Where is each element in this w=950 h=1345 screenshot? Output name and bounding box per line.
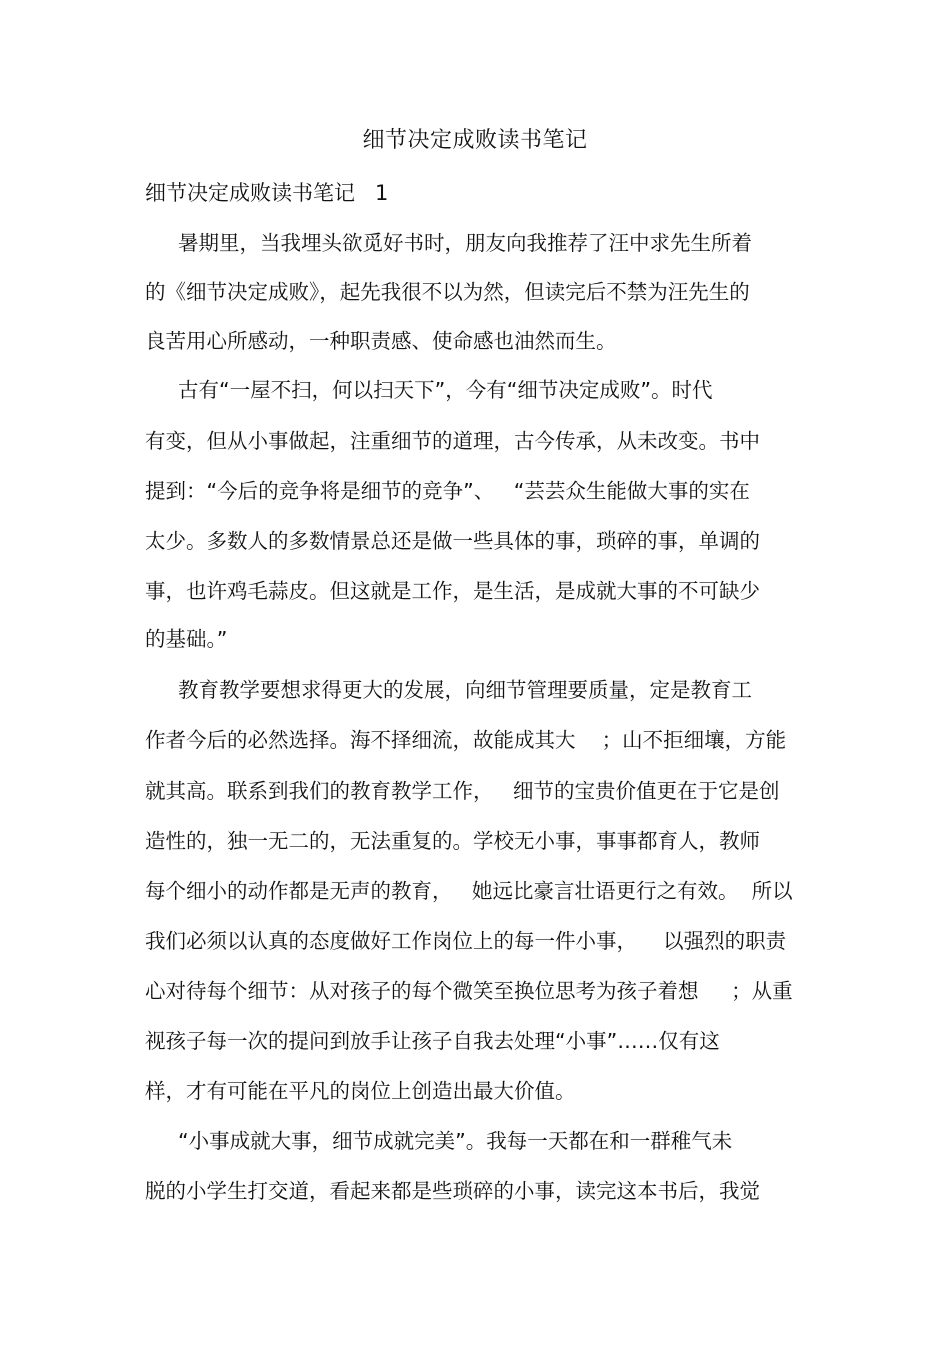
- text-line: 作者今后的必然选择。海不择细流，故能成其大 ；山不拒细壤，方能: [145, 728, 787, 752]
- text-line: 教育教学要想求得更大的发展，向细节管理要质量，定是教育工: [178, 678, 752, 702]
- text-line: “小事成就大事，细节成就完美”。我每一天都在和一群稚气未: [178, 1129, 733, 1153]
- document-title: 细节决定成败读书笔记: [362, 128, 588, 153]
- text-line: 就其高。联系到我们的教育教学工作， 细节的宝贵价值更在于它是创: [145, 779, 780, 803]
- text-line: 每个细小的动作都是无声的教育， 她远比豪言壮语更行之有效。 所以: [145, 879, 793, 903]
- text-line: 脱的小学生打交道，看起来都是些琐碎的小事，读完这本书后，我觉: [145, 1179, 760, 1203]
- text-line: 心对待每个细节：从对孩子的每个微笑至换位思考为孩子着想 ；从重: [145, 979, 793, 1003]
- text-line: 造性的，独一无二的，无法重复的。学校无小事，事事都育人，教师: [145, 829, 760, 853]
- text-line: 的《细节决定成败》，起先我很不以为然，但读完后不禁为汪先生的: [145, 280, 750, 304]
- text-line: 我们必须以认真的态度做好工作岗位上的每一件小事， 以强烈的职责: [145, 929, 787, 953]
- section-heading-text: 细节决定成败读书笔记: [145, 181, 355, 205]
- section-heading: [145, 176, 388, 210]
- text-line: 有变，但从小事做起，注重细节的道理，古今传承，从未改变。书中: [145, 429, 760, 453]
- text-line: 提到：“今后的竞争将是细节的竞争”、 “芸芸众生能做大事的实在: [145, 479, 750, 503]
- text-line: 样，才有可能在平凡的岗位上创造出最大价值。: [145, 1079, 576, 1103]
- text-line: 古有“一屋不扫，何以扫天下”，今有“细节决定成败”。时代: [178, 378, 713, 402]
- text-line: 视孩子每一次的提问到放手让孩子自我去处理“小事”……仅有这: [145, 1029, 720, 1053]
- text-line: 良苦用心所感动，一种职责感、使命感也油然而生。: [145, 329, 617, 353]
- text-line: 的基础。”: [145, 627, 228, 651]
- text-line: 事，也许鸡毛蒜皮。但这就是工作，是生活，是成就大事的不可缺少: [145, 579, 760, 603]
- text-line: 暑期里，当我埋头欲觅好书时，朋友向我推荐了汪中求先生所着: [178, 231, 752, 255]
- text-line: 太少。多数人的多数情景总还是做一些具体的事，琐碎的事，单调的: [145, 529, 760, 553]
- section-heading-number: 1: [375, 181, 389, 205]
